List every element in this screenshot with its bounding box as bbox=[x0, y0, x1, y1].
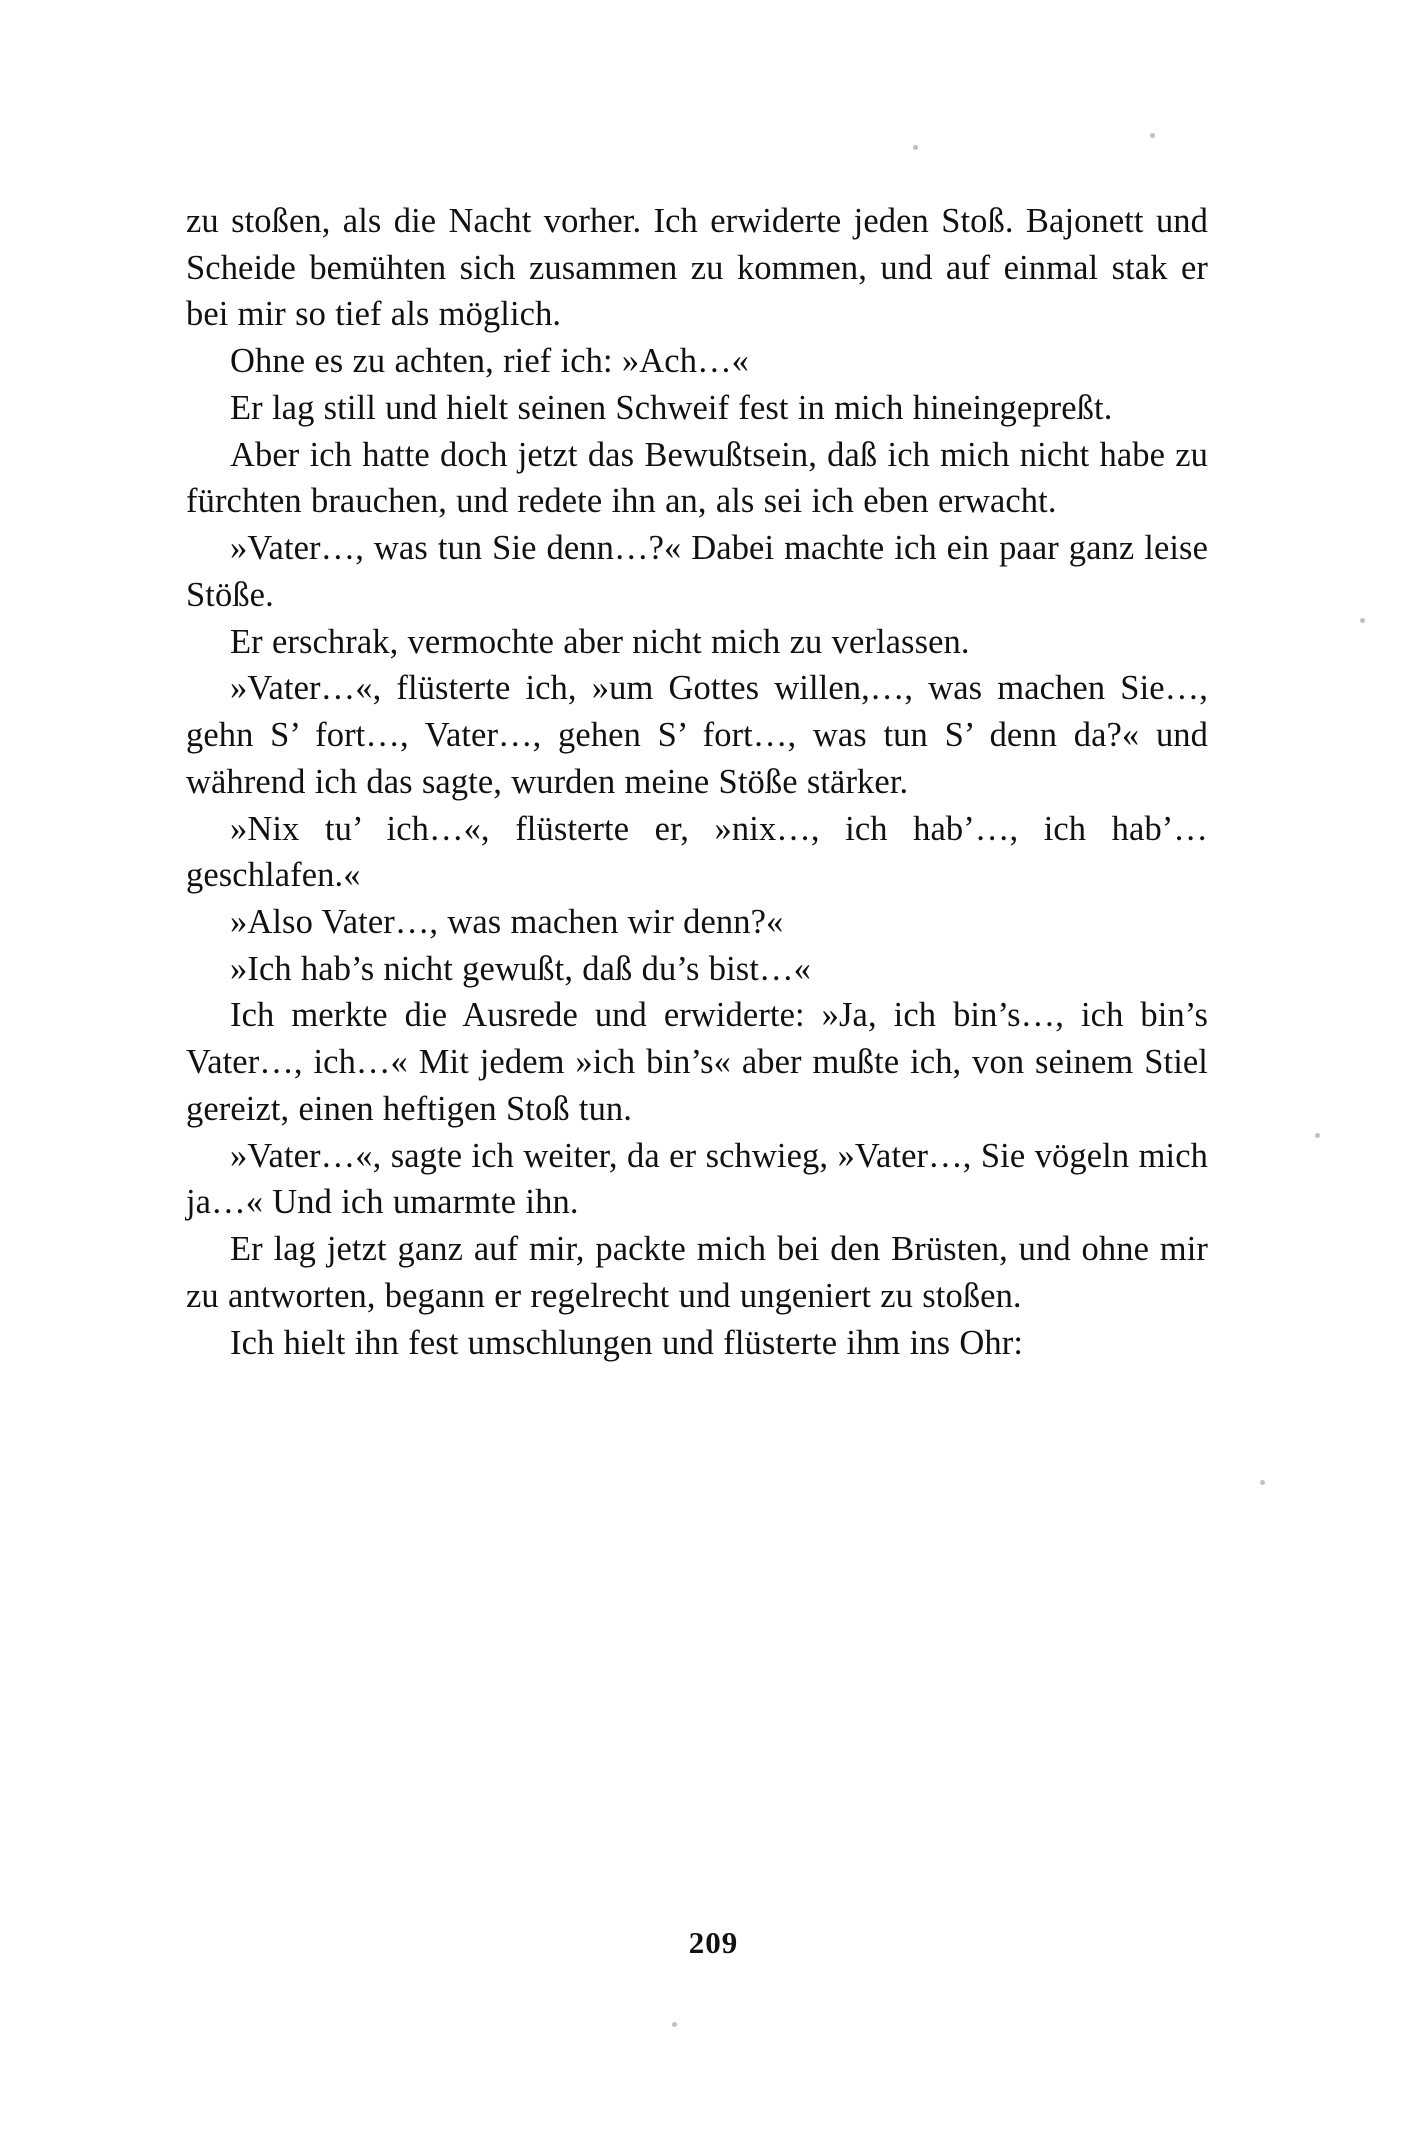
paragraph: Aber ich hatte doch jetzt das Bewußtsein, daß ich mich nicht habe zu fürchten brauchen, und redete ihn an, als sei ich eben erwacht. bbox=[186, 435, 1208, 521]
paragraph: »Vater…«, flüsterte ich, »um Gottes willen,…, was machen Sie…, gehn S’ fort…, Vater…, gehen S’ fort…, was tun S’ denn da?« und während ich das sagte, wurden meine Stöße stärker. bbox=[186, 669, 1208, 801]
print-speck bbox=[1360, 618, 1365, 623]
paragraph: Er erschrak, vermochte aber nicht mich zu verlassen. bbox=[230, 622, 970, 661]
print-speck bbox=[1260, 1480, 1265, 1485]
paragraph: »Also Vater…, was machen wir denn?« bbox=[230, 903, 784, 942]
paragraph: »Vater…, was tun Sie denn…?« Dabei machte ich ein paar ganz leise Stöße. bbox=[186, 529, 1208, 614]
print-speck bbox=[1315, 1133, 1320, 1138]
paragraph: Er lag jetzt ganz auf mir, packte mich bei den Brüsten, und ohne mir zu antworten, begann er regelrecht und ungeniert zu stoßen. bbox=[186, 1230, 1208, 1315]
paragraph: »Ich hab’s nicht gewußt, daß du’s bist…« bbox=[230, 949, 811, 988]
page-number: 209 bbox=[688, 1925, 739, 1960]
print-speck bbox=[672, 2022, 677, 2027]
body-text bbox=[186, 198, 1208, 1366]
print-speck bbox=[1150, 133, 1155, 138]
paragraph: zu stoßen, als die Nacht vorher. Ich erwiderte jeden Stoß. Bajonett und Scheide bemühten sich zusammen zu kommen, und auf einmal stak er bei mir so tief als möglich. bbox=[186, 202, 1208, 334]
print-speck bbox=[913, 145, 918, 150]
paragraph: »Nix tu’ ich…«, flüsterte er, »nix…, ich hab’…, ich hab’… geschlafen.« bbox=[186, 809, 1208, 895]
paragraph: Ich hielt ihn fest umschlungen und flüsterte ihm ins Ohr: bbox=[230, 1323, 1024, 1362]
paragraph: Ich merkte die Ausrede und erwiderte: »Ja, ich bin’s…, ich bin’s Vater…, ich…« Mit jedem »ich bin’s« aber mußte ich, von seinem Stiel gereizt, einen heftigen Stoß tun. bbox=[186, 996, 1208, 1128]
paragraph: Er lag still und hielt seinen Schweif fest in mich hineingepreßt. bbox=[230, 388, 1113, 427]
paragraph: Ohne es zu achten, rief ich: »Ach…« bbox=[230, 342, 750, 381]
paragraph: »Vater…«, sagte ich weiter, da er schwieg, »Vater…, Sie vögeln mich ja…« Und ich umarmte ihn. bbox=[186, 1136, 1208, 1222]
